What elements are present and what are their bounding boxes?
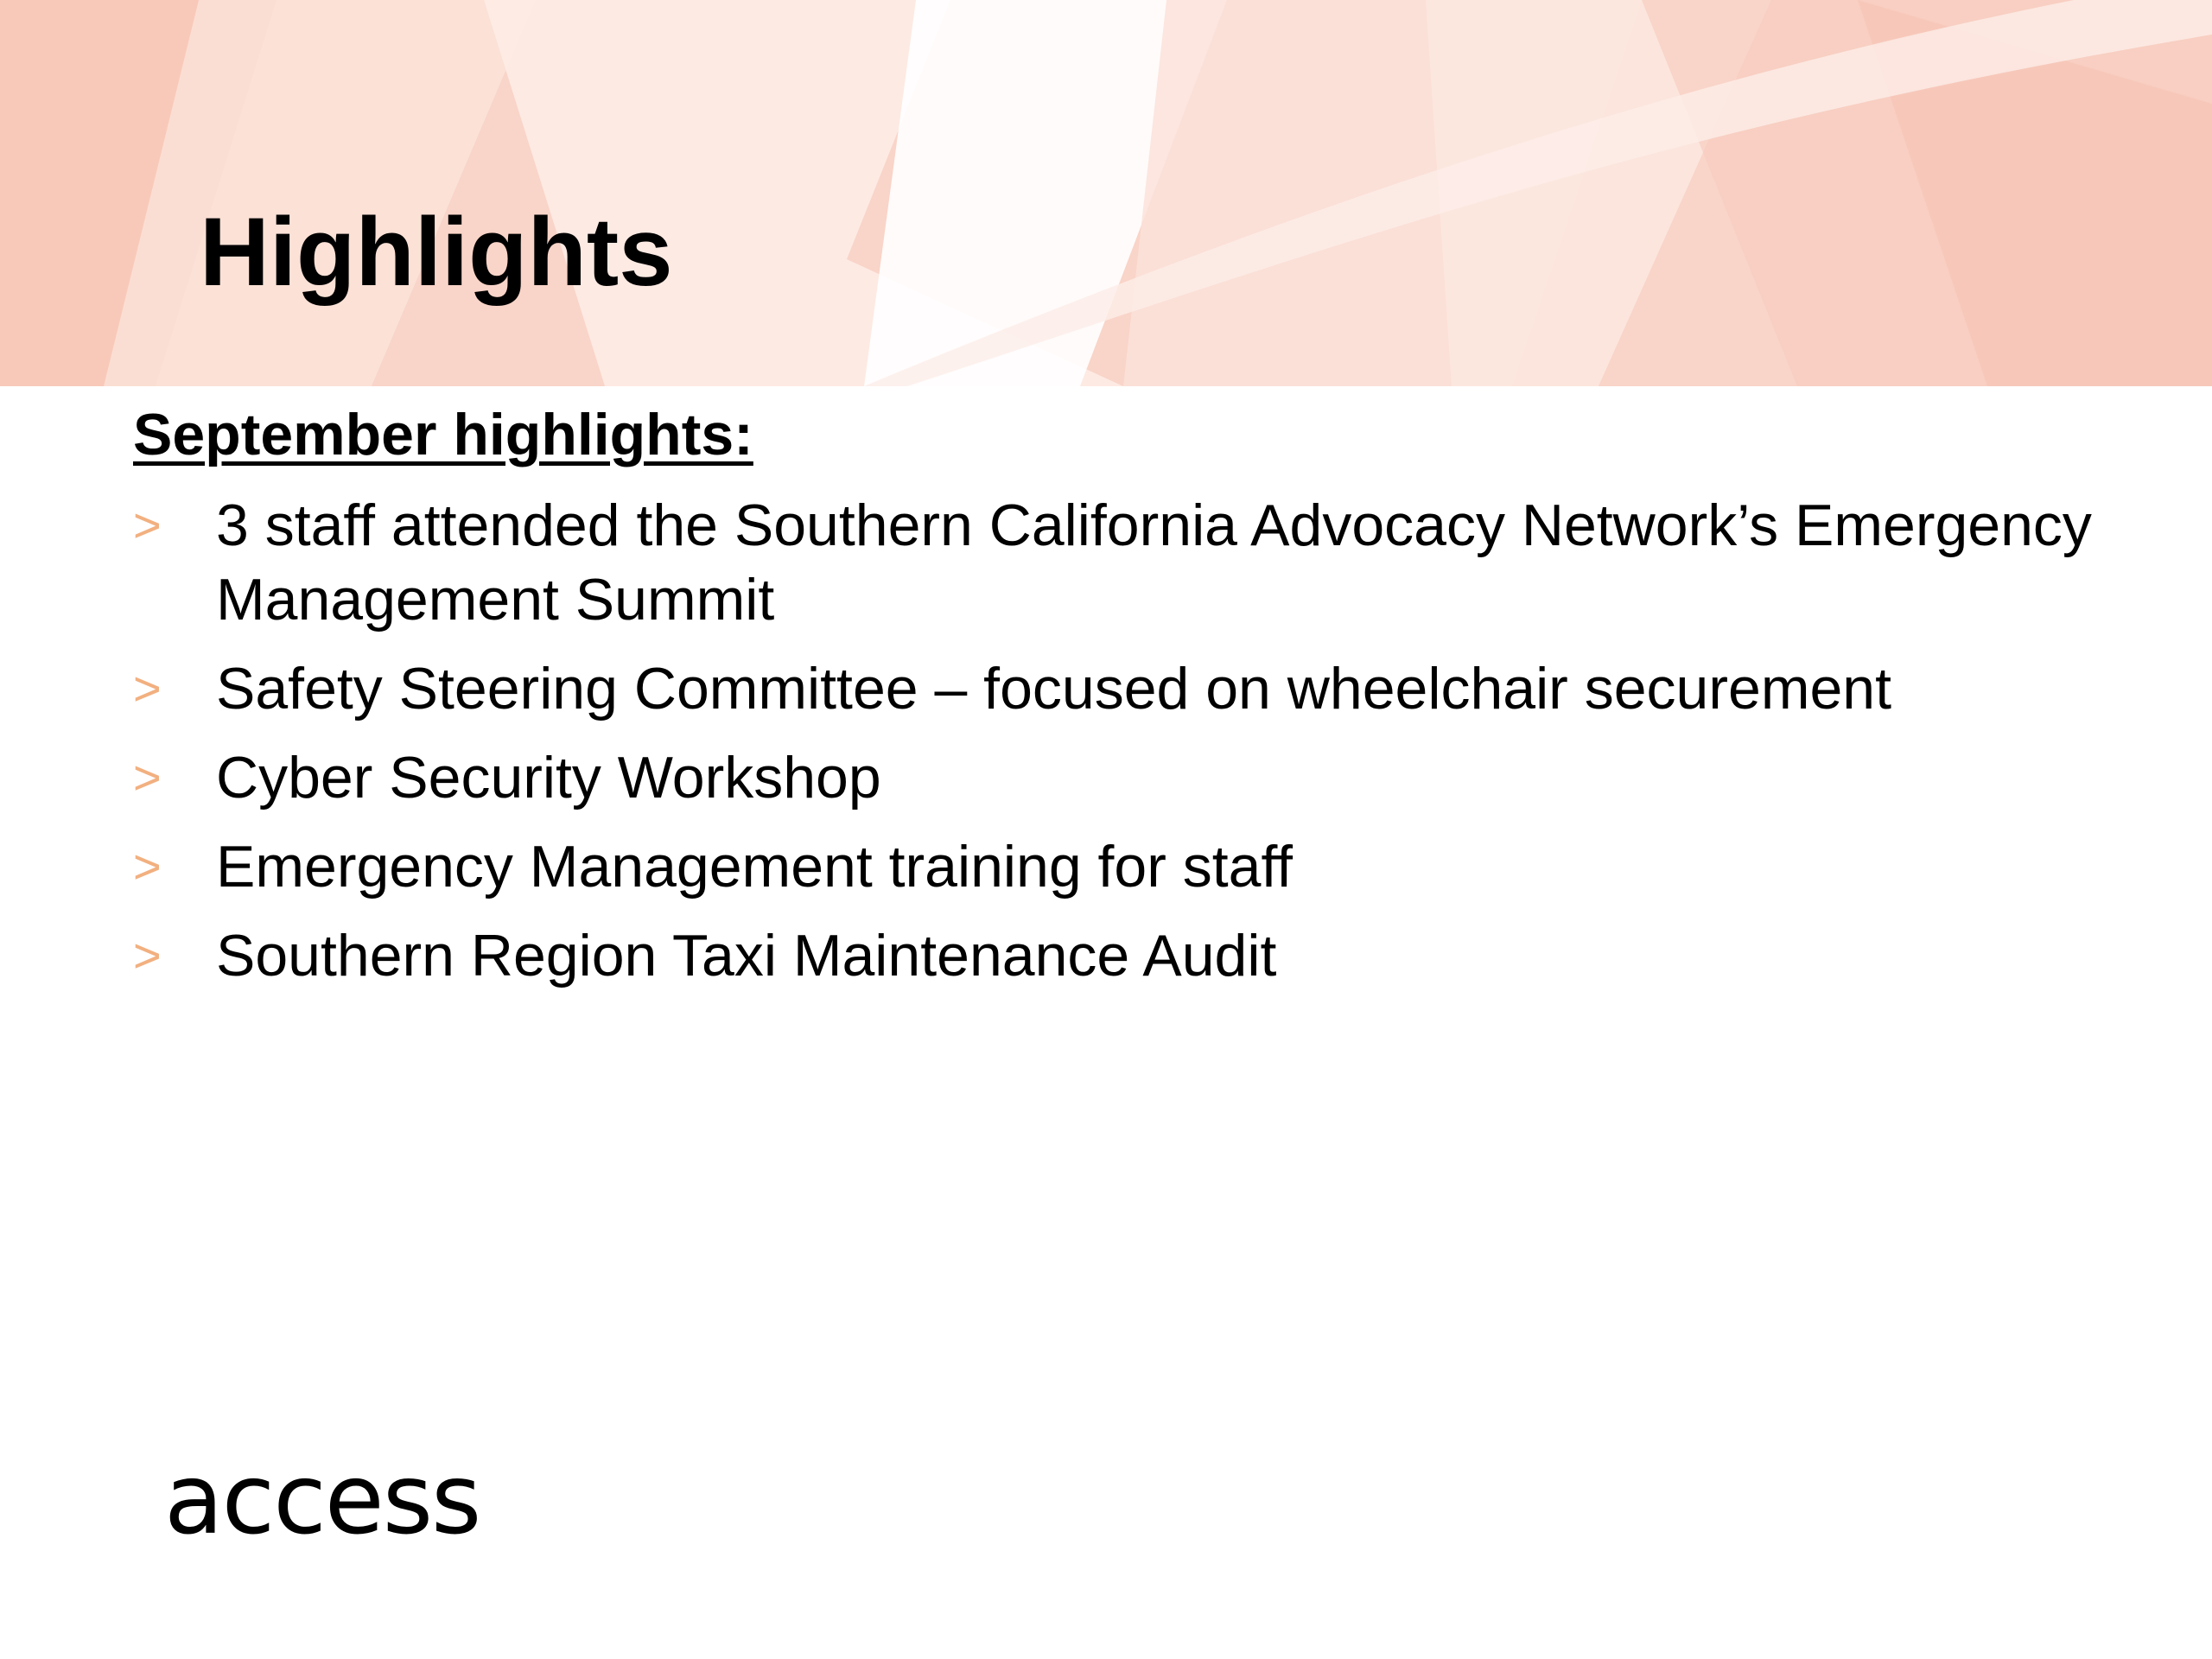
list-item <box>133 652 2120 726</box>
list-item <box>133 830 2120 904</box>
list-item-text: Emergency Management training for staff <box>216 834 1294 899</box>
banner-decoration <box>0 0 2212 386</box>
chevron-right-icon: > <box>133 661 162 715</box>
list-item-text: Safety Steering Committee – focused on wheelchair securement <box>216 656 1891 721</box>
list-item <box>133 741 2120 815</box>
chevron-right-icon: > <box>133 498 162 552</box>
list-item-text: Cyber Security Workshop <box>216 745 881 810</box>
chevron-right-icon: > <box>133 928 162 982</box>
list-item-text: Southern Region Taxi Maintenance Audit <box>216 923 1277 988</box>
section-subheading: September highlights: <box>133 402 753 467</box>
list-item-text: 3 staff attended the Southern California Advocacy Network’s Emergency Management Summit <box>216 493 2092 632</box>
chevron-right-icon: > <box>133 839 162 893</box>
list-item <box>133 488 2120 637</box>
access-logo: access <box>164 1444 480 1556</box>
header-banner <box>0 0 2212 386</box>
chevron-right-icon: > <box>133 750 162 804</box>
list-item <box>133 918 2120 993</box>
slide-title: Highlights <box>200 198 673 306</box>
highlights-list <box>133 488 2120 1007</box>
